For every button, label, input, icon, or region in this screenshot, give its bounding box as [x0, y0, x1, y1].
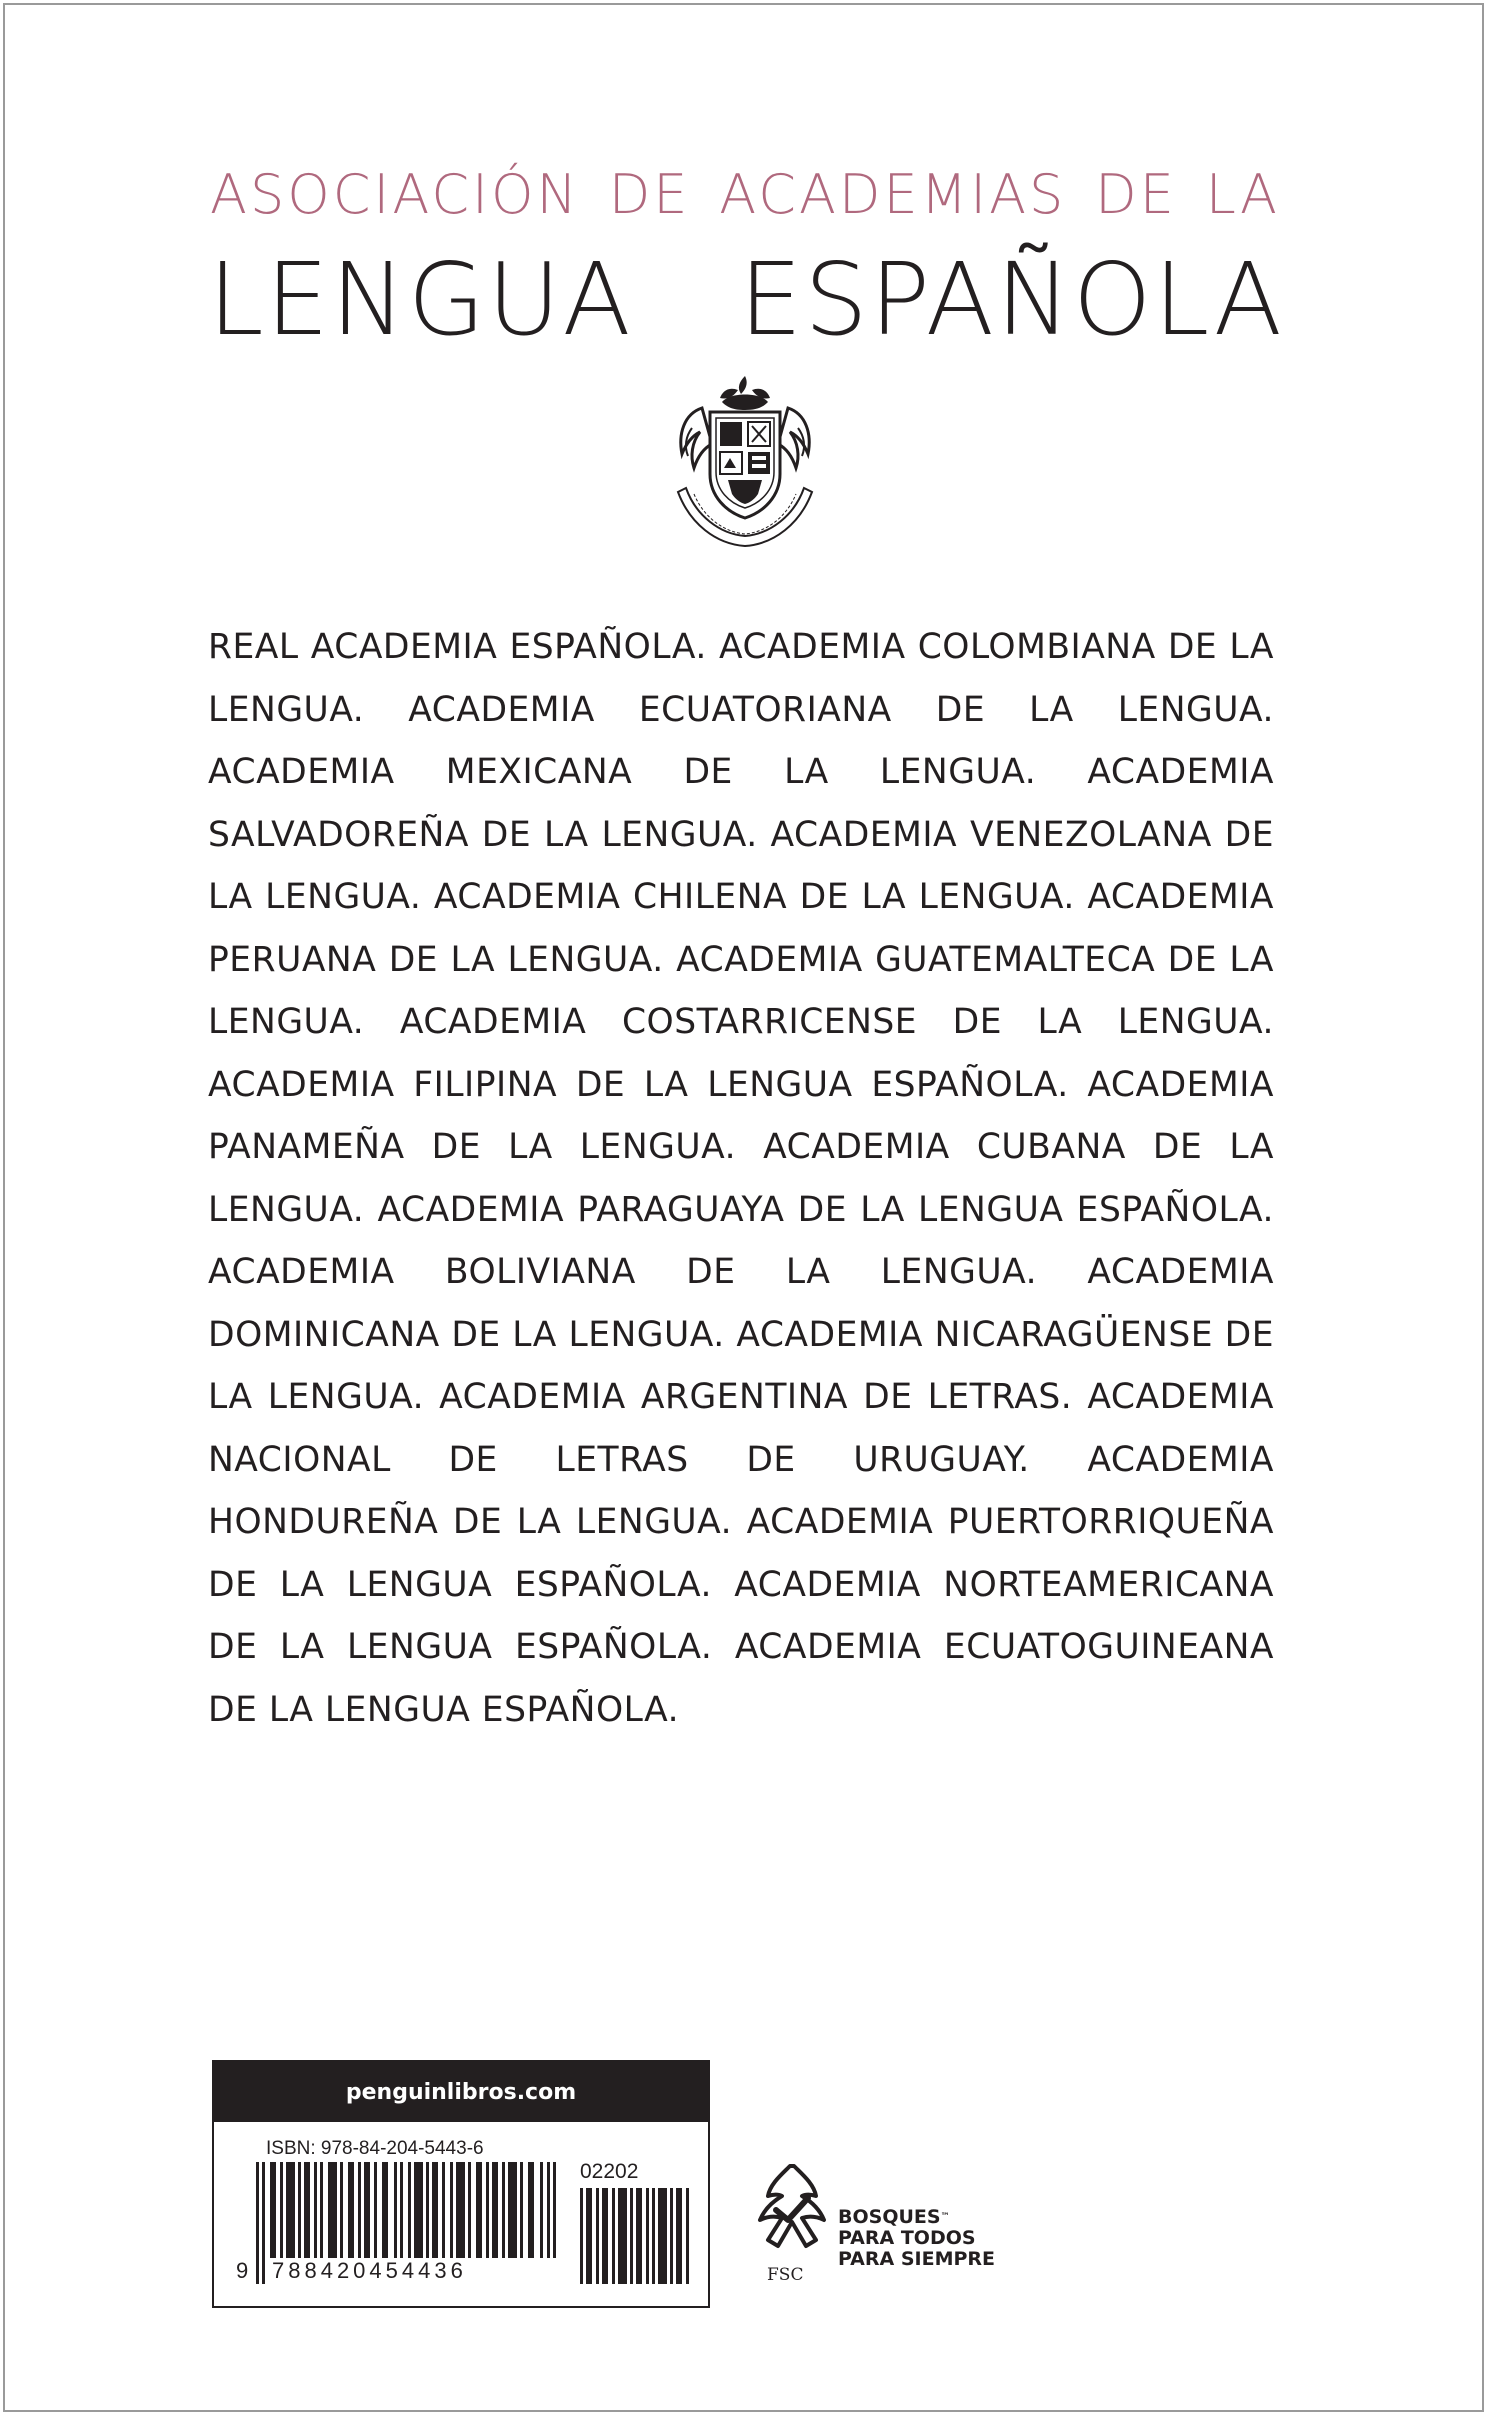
- fsc-slogan-line3: PARA SIEMPRE: [838, 2248, 996, 2270]
- fsc-slogan-line2: PARA TODOS: [838, 2227, 976, 2249]
- fsc-trademark: ™: [940, 2212, 950, 2222]
- academies-coat-of-arms-icon: [672, 368, 818, 548]
- barcode-digits: 788420454436: [266, 2258, 562, 2284]
- cover-title: LENGUA ESPAÑOLA: [208, 241, 1284, 358]
- barcode-first-digit: 9: [236, 2258, 249, 2283]
- fsc-slogan-line1: BOSQUES: [838, 2206, 941, 2228]
- academies-list: REAL ACADEMIA ESPAÑOLA. ACADEMIA COLOMBIANA DE LA LENGUA. ACADEMIA ECUATORIANA DE LA LENGUA. ACADEMIA MEXICANA DE LA LENGUA. ACADEMIA SALVADOREÑA DE LA LENGUA. ACADEMIA VENEZOLANA DE LA LENGUA. ACADEMIA CHILENA DE LA LENGUA. ACADEMIA PERUANA DE LA LENGUA. ACADEMIA GUATEMALTECA DE LA LENGUA. ACADEMIA COSTARRICENSE DE LA LENGUA. ACADEMIA FILIPINA DE LA LENGUA ESPAÑOLA. ACADEMIA PANAMEÑA DE LA LENGUA. ACADEMIA CUBANA DE LA LENGUA. ACADEMIA PARAGUAYA DE LA LENGUA ESPAÑOLA. ACADEMIA BOLIVIANA DE LA LENGUA. ACADEMIA DOMINICANA DE LA LENGUA. ACADEMIA NICARAGÜENSE DE LA LENGUA. ACADEMIA ARGENTINA DE LETRAS. ACADEMIA NACIONAL DE LETRAS DE URUGUAY. ACADEMIA HONDUREÑA DE LA LENGUA. ACADEMIA PUERTORRIQUEÑA DE LA LENGUA ESPAÑOLA. ACADEMIA NORTEAMERICANA DE LA LENGUA ESPAÑOLA. ACADEMIA ECUATOGUINEANA DE LA LENGUA ESPAÑOLA.: [208, 627, 1274, 1730]
- price-addon-code: 02202: [580, 2160, 639, 2183]
- fsc-slogan: [838, 2207, 995, 2270]
- fsc-label: FSC: [767, 2265, 804, 2285]
- cover-subtitle: ASOCIACIÓN DE ACADEMIAS DE LA: [210, 163, 1280, 226]
- barcode-panel: [212, 2060, 710, 2308]
- publisher-website: penguinlibros.com: [214, 2062, 708, 2122]
- addon-barcode: [580, 2188, 690, 2284]
- isbn-label: ISBN: 978-84-204-5443-6: [266, 2138, 484, 2159]
- fsc-tree-checkmark-icon: [752, 2162, 828, 2262]
